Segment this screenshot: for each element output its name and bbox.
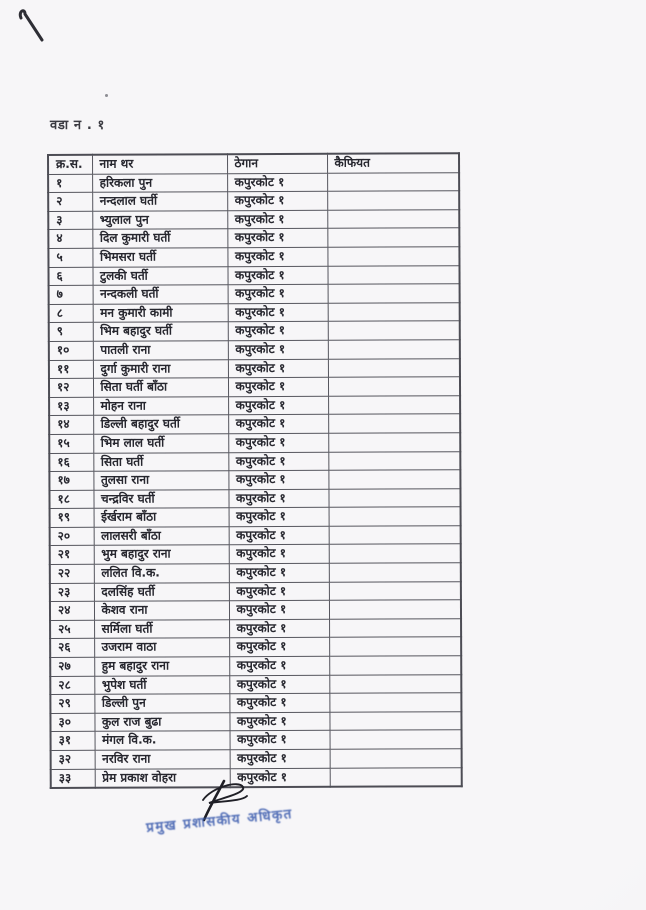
remarks-cell: [329, 656, 461, 675]
name-cell: प्रेम प्रकाश वोहरा: [95, 768, 230, 788]
serial-cell: २२: [50, 564, 94, 583]
name-cell: भ्युलाल पुन: [92, 210, 227, 229]
name-cell: दलसिंह घर्ती: [94, 582, 229, 601]
serial-cell: २७: [50, 657, 94, 676]
name-cell: दुर्गा कुमारी राना: [93, 359, 228, 378]
table-row: [50, 693, 461, 713]
table-row: [50, 544, 461, 564]
name-cell: नन्दकली घर्ती: [93, 285, 228, 304]
remarks-cell: [327, 247, 459, 266]
table-row: [48, 247, 459, 267]
table-row: [48, 191, 459, 211]
table-row: [50, 526, 461, 546]
serial-cell: १: [48, 174, 92, 193]
address-cell: कपुरकोट १: [229, 619, 329, 638]
table-row: [49, 451, 460, 471]
table-row: [49, 340, 460, 360]
remarks-cell: [328, 488, 460, 507]
address-cell: कपुरकोट १: [229, 545, 329, 564]
serial-cell: ६: [48, 267, 92, 286]
address-cell: कपुरकोट १: [229, 601, 329, 620]
table-row: [50, 674, 461, 694]
serial-cell: ३: [48, 211, 92, 230]
scan-speck: [105, 94, 108, 97]
table-row: [49, 470, 460, 490]
remarks-cell: [329, 526, 461, 545]
serial-cell: २६: [50, 639, 94, 658]
name-cell: डिल्ली बहादुर घर्ती: [93, 415, 228, 434]
name-cell: मन कुमारी कामी: [93, 303, 228, 322]
address-cell: कपुरकोट १: [228, 377, 328, 396]
remarks-cell: [329, 563, 461, 582]
table-row: [50, 619, 461, 639]
serial-cell: ७: [49, 285, 93, 304]
table-row: [48, 228, 459, 248]
remarks-cell: [329, 693, 461, 712]
name-cell: भिमसरा घर्ती: [92, 248, 227, 267]
serial-cell: १८: [49, 490, 93, 509]
name-cell: मोहन राना: [93, 396, 228, 415]
serial-cell: ४: [48, 230, 92, 249]
name-cell: डिल्ली पुन: [94, 694, 229, 713]
serial-cell: १४: [49, 416, 93, 435]
table-row: [50, 600, 461, 620]
address-cell: कपुरकोट १: [230, 768, 330, 788]
table-row: [50, 581, 461, 601]
table-row: [49, 321, 460, 341]
name-cell: चन्द्रविर घर्ती: [93, 489, 228, 508]
address-cell: कपुरकोट १: [227, 173, 327, 192]
remarks-cell: [328, 284, 460, 303]
name-cell: नन्दलाल घर्ती: [92, 192, 227, 211]
address-cell: कपुरकोट १: [228, 303, 328, 322]
serial-cell: ३२: [51, 750, 95, 769]
address-cell: कपुरकोट १: [229, 526, 329, 545]
address-cell: कपुरकोट १: [228, 452, 328, 471]
serial-cell: ३०: [50, 713, 94, 732]
remarks-cell: [329, 544, 461, 563]
name-cell: ललित वि.क.: [94, 564, 229, 583]
remarks-cell: [328, 433, 460, 452]
table-row: [51, 730, 462, 750]
serial-cell: ११: [49, 360, 93, 379]
serial-cell: २१: [50, 546, 94, 565]
address-cell: कपुरकोट १: [230, 749, 330, 768]
remarks-cell: [327, 191, 459, 210]
remarks-cell: [327, 265, 459, 284]
serial-cell: २३: [50, 583, 94, 602]
name-cell: पातली राना: [93, 341, 228, 360]
remarks-cell: [328, 470, 460, 489]
address-cell: कपुरकोट १: [227, 191, 327, 210]
address-cell: कपुरकोट १: [228, 396, 328, 415]
roster-table: [47, 152, 463, 789]
name-cell: सिता घर्ती: [93, 452, 228, 471]
table-header-row: [48, 153, 459, 174]
address-cell: कपुरकोट १: [228, 470, 328, 489]
corner-pen-mark: [15, 8, 49, 44]
name-cell: ईर्खराम बाँठा: [94, 508, 229, 527]
name-cell: नरविर राना: [95, 750, 230, 769]
header-cell-remarks: कैफियत: [327, 153, 459, 173]
name-cell: उजराम वाठा: [94, 638, 229, 657]
serial-cell: ९: [49, 323, 93, 342]
table-row: [49, 302, 460, 322]
address-cell: कपुरकोट १: [227, 229, 327, 248]
serial-cell: २५: [50, 620, 94, 639]
name-cell: भिम लाल घर्ती: [93, 434, 228, 453]
address-cell: कपुरकोट १: [229, 675, 329, 694]
remarks-cell: [329, 712, 461, 731]
name-cell: भिम बहादुर घर्ती: [93, 322, 228, 341]
name-cell: भुपेश घर्ती: [94, 675, 229, 694]
table-row: [49, 377, 460, 397]
name-cell: सर्मिला घर्ती: [94, 620, 229, 639]
table-row: [48, 172, 459, 192]
address-cell: कपुरकोट १: [229, 712, 329, 731]
roster-table-body: [48, 172, 462, 788]
name-cell: टुलकी घर्ती: [92, 266, 227, 285]
remarks-cell: [328, 340, 460, 359]
table-row: [49, 488, 460, 508]
name-cell: कुल राज बुढा: [94, 713, 229, 732]
serial-cell: १०: [49, 341, 93, 360]
serial-cell: २०: [50, 527, 94, 546]
serial-cell: २८: [50, 676, 94, 695]
serial-cell: ३१: [51, 732, 95, 751]
remarks-cell: [329, 674, 461, 693]
page-title: वडा न . १: [50, 118, 105, 133]
address-cell: कपुरकोट १: [227, 266, 327, 285]
remarks-cell: [328, 414, 460, 433]
name-cell: सिता घर्ती बाँठा: [93, 378, 228, 397]
name-cell: हरिकला पुन: [92, 173, 227, 192]
remarks-cell: [330, 767, 462, 787]
table-row: [50, 563, 461, 583]
remarks-cell: [328, 451, 460, 470]
address-cell: कपुरकोट १: [229, 563, 329, 582]
remarks-cell: [329, 600, 461, 619]
address-cell: कपुरकोट १: [228, 322, 328, 341]
remarks-cell: [327, 209, 459, 228]
serial-cell: १५: [49, 434, 93, 453]
name-cell: भुम बहादुर राना: [94, 545, 229, 564]
address-cell: कपुरकोट १: [228, 433, 328, 452]
address-cell: कपुरकोट १: [228, 359, 328, 378]
remarks-cell: [327, 172, 459, 191]
address-cell: कपुरकोट १: [229, 508, 329, 527]
name-cell: लालसरी बाँठा: [94, 527, 229, 546]
table-row: [49, 414, 460, 434]
remarks-cell: [329, 637, 461, 656]
serial-cell: १९: [50, 509, 94, 528]
table-row: [50, 637, 461, 657]
name-cell: केशव राना: [94, 601, 229, 620]
serial-cell: ८: [49, 304, 93, 323]
name-cell: तुलसा राना: [93, 471, 228, 490]
address-cell: कपुरकोट १: [227, 247, 327, 266]
table-row: [51, 767, 462, 788]
table-row: [48, 209, 459, 229]
serial-cell: २९: [50, 695, 94, 714]
remarks-cell: [329, 619, 461, 638]
address-cell: कपुरकोट १: [229, 656, 329, 675]
name-cell: हुम बहादुर राना: [94, 657, 229, 676]
table-row: [48, 265, 459, 285]
address-cell: कपुरकोट १: [228, 284, 328, 303]
remarks-cell: [328, 395, 460, 414]
header-cell-name: नाम थर: [92, 154, 227, 174]
serial-cell: १६: [49, 453, 93, 472]
address-cell: कपुरकोट १: [227, 210, 327, 229]
address-cell: कपुरकोट १: [228, 340, 328, 359]
remarks-cell: [330, 730, 462, 749]
table-row: [50, 507, 461, 527]
serial-cell: १३: [49, 397, 93, 416]
table-row: [49, 284, 460, 304]
remarks-cell: [329, 507, 461, 526]
table-row: [50, 712, 461, 732]
remarks-cell: [327, 228, 459, 247]
serial-cell: २: [48, 192, 92, 211]
serial-cell: ५: [48, 248, 92, 267]
remarks-cell: [329, 581, 461, 600]
remarks-cell: [328, 358, 460, 377]
name-cell: मंगल वि.क.: [95, 731, 230, 750]
address-cell: कपुरकोट १: [229, 582, 329, 601]
header-cell-serial: क्र.स.: [48, 155, 92, 174]
table-row: [49, 433, 460, 453]
remarks-cell: [328, 302, 460, 321]
table-row: [49, 395, 460, 415]
address-cell: कपुरकोट १: [230, 731, 330, 750]
remarks-cell: [328, 377, 460, 396]
remarks-cell: [328, 321, 460, 340]
remarks-cell: [330, 749, 462, 768]
name-cell: दिल कुमारी घर्ती: [92, 229, 227, 248]
address-cell: कपुरकोट १: [228, 415, 328, 434]
address-cell: कपुरकोट १: [228, 489, 328, 508]
serial-cell: १७: [49, 471, 93, 490]
address-cell: कपुरकोट १: [229, 638, 329, 657]
table-row: [50, 656, 461, 676]
serial-cell: २४: [50, 602, 94, 621]
table-row: [49, 358, 460, 378]
official-stamp-text: प्रमुख प्रशासकीय अधिकृत: [145, 805, 294, 836]
address-cell: कपुरकोट १: [229, 693, 329, 712]
header-cell-address: ठेगान: [227, 154, 327, 174]
serial-cell: ३३: [51, 769, 95, 788]
serial-cell: १२: [49, 378, 93, 397]
table-row: [51, 749, 462, 769]
